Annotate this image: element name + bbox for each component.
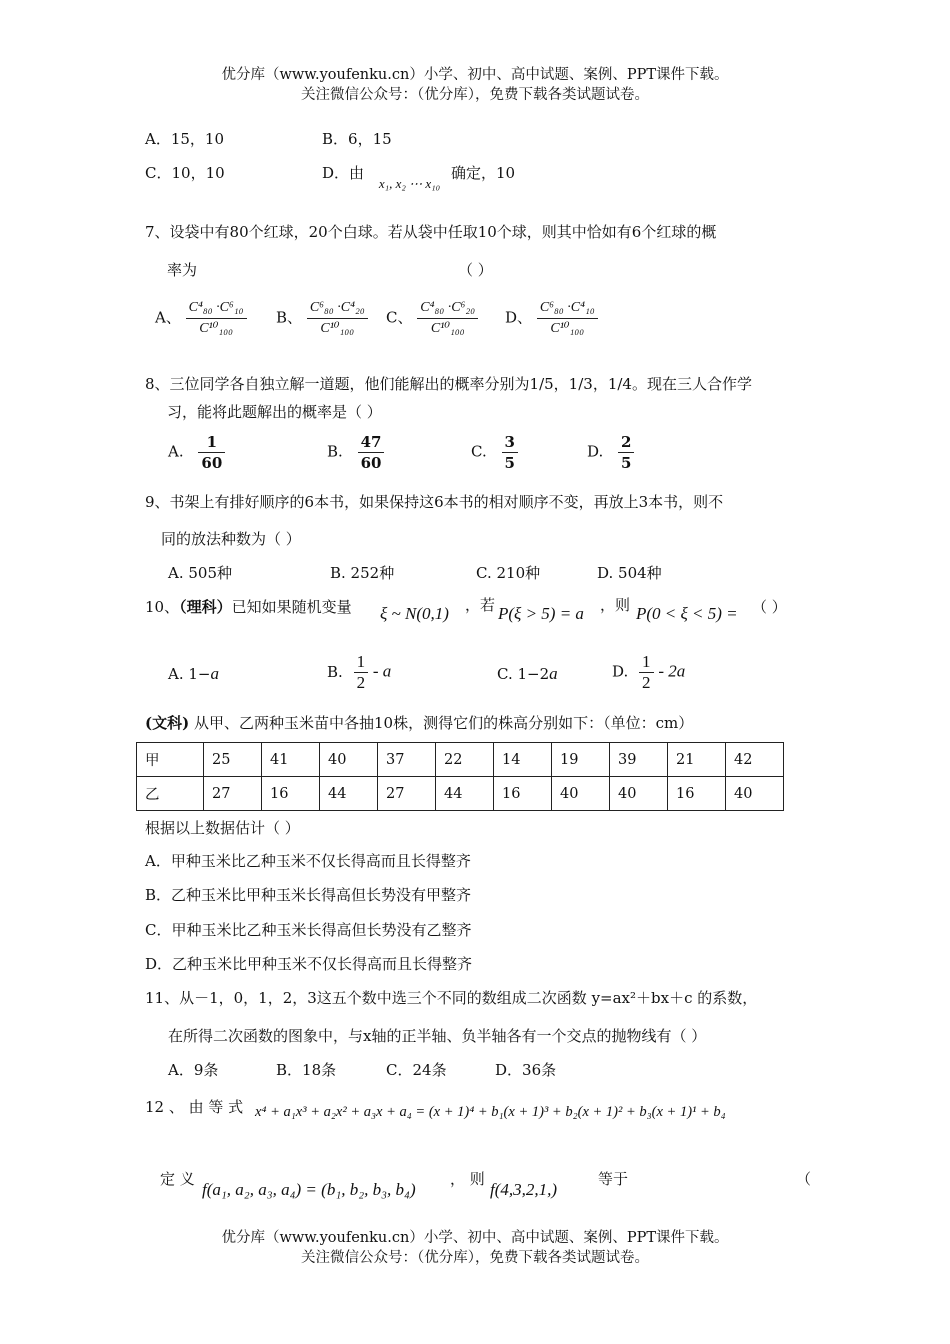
q11-option-b: B．18条: [276, 1061, 337, 1079]
q6-option-b: B．6，15: [322, 130, 392, 148]
footer-line-2: 关注微信公众号：（优分库），免费下载各类试题试卷。: [301, 1250, 649, 1266]
table-cell: 16: [262, 777, 320, 811]
q7-option-d: [505, 298, 598, 339]
table-row: [137, 743, 784, 777]
q10-option-d: [612, 652, 685, 693]
q11-line-1: 11、从－1，0，1，2，3这五个数中选三个不同的数组成二次函数 y=ax²＋bx＋c 的系数，: [145, 989, 758, 1007]
q8-option-d-label: D.: [587, 442, 604, 461]
table-cell: 14: [494, 743, 552, 777]
q10-text-3: ，则: [600, 596, 631, 614]
q11-option-a: A．9条: [168, 1061, 219, 1079]
q7-option-c-denominator: C¹⁰₁₀₀: [430, 321, 465, 336]
q8-option-d-denominator: 5: [621, 454, 632, 472]
q10-option-b-tail: - a: [372, 661, 392, 681]
wenke-question: 根据以上数据估计（ ）: [145, 819, 300, 837]
q10-option-b-label: B.: [327, 662, 343, 681]
q12-equation: x⁴ + a₁x³ + a₂x² + a₃x + a₄ = (x + 1)⁴ + b₁(x + 1)³ + b₂(x + 1)² + b₃(x + 1)¹ + b₄: [255, 1104, 726, 1120]
table-cell: 甲: [137, 743, 204, 777]
q7-option-d-numerator: C⁶₈₀ ·C⁴₁₀: [537, 298, 598, 319]
q7-option-a-numerator: C⁴₈₀ ·C⁶₁₀: [186, 298, 247, 319]
q10-option-c-text: C. 1−2: [497, 665, 550, 683]
q10-option-d-numerator: 1: [639, 652, 654, 673]
q9-line-2: 同的放法种数为（ ）: [161, 530, 301, 548]
q8-option-c-label: C.: [471, 442, 487, 461]
q9-option-c: C. 210种: [476, 564, 541, 582]
q11-line-2: 在所得二次函数的图象中，与x轴的正半轴、负半轴各有一个交点的抛物线有（ ）: [168, 1027, 707, 1045]
q7-line-2: 率为: [167, 261, 198, 279]
q10-option-d-denominator: 2: [642, 673, 651, 692]
q10-stem: [145, 596, 352, 617]
q7-option-d-denominator: C¹⁰₁₀₀: [550, 321, 585, 336]
table-row: [137, 777, 784, 811]
table-cell: 41: [262, 743, 320, 777]
q6-option-d: [322, 162, 516, 191]
q10-math-3: P(0 < ξ < 5) =: [636, 604, 738, 623]
q12-def-label: 定 义: [160, 1170, 195, 1188]
q10-option-d-fraction: [639, 652, 654, 693]
q11-option-d: D．36条: [495, 1061, 557, 1079]
table-cell: 22: [436, 743, 494, 777]
table-cell: 42: [726, 743, 784, 777]
q7-option-b: [276, 298, 368, 339]
q12-then: ， 则: [450, 1170, 485, 1188]
q9-option-d: D. 504种: [597, 564, 662, 582]
q7-answer-paren: （ ）: [458, 261, 493, 279]
q8-option-a-label: A.: [168, 442, 184, 461]
q10-text-1: 已知如果随机变量: [231, 598, 352, 616]
q10-option-d-label: D.: [612, 662, 629, 681]
q8-option-b-label: B.: [327, 442, 343, 461]
q10-option-c-var: a: [549, 664, 558, 683]
wenke-stem: [145, 712, 693, 733]
q7-option-c-numerator: C⁴₈₀ ·C⁶₂₀: [417, 298, 478, 319]
table-cell: 44: [436, 777, 494, 811]
q12-prefix: 12 、 由 等 式: [145, 1098, 244, 1116]
q8-option-a-fraction: [198, 432, 225, 473]
table-cell: 乙: [137, 777, 204, 811]
q10-math-2: P(ξ > 5) = a: [498, 604, 584, 623]
q6-option-d-math: x₁, x₂ ⋯ x₁₀: [378, 176, 441, 191]
wenke-option-c: C．甲种玉米比乙种玉米长得高但长势没有乙整齐: [145, 921, 472, 939]
table-cell: 21: [668, 743, 726, 777]
q9-option-a: A. 505种: [168, 564, 232, 582]
q8-option-c-fraction: [502, 432, 518, 473]
q7-option-b-fraction: [307, 298, 368, 339]
q11-option-c: C．24条: [386, 1061, 447, 1079]
q10-option-a: [168, 664, 219, 684]
wenke-option-b: B．乙种玉米比甲种玉米长得高但长势没有甲整齐: [145, 886, 472, 904]
table-cell: 16: [668, 777, 726, 811]
q7-option-c: [386, 298, 478, 339]
q10-option-a-text: A. 1−: [168, 665, 211, 683]
q10-option-b-fraction: [354, 652, 369, 693]
q10-tag-like: （理科）: [179, 598, 232, 616]
q10-option-b-numerator: 1: [354, 652, 369, 673]
q6-option-a: A．15，10: [145, 130, 225, 148]
q10-option-b: [327, 652, 391, 693]
q10-option-d-tail: - 2a: [658, 661, 686, 681]
header-line-1: 优分库（www.youfenku.cn）小学、初中、高中试题、案例、PPT课件下载。: [221, 67, 729, 83]
q6-option-d-suffix: 确定，10: [450, 164, 516, 182]
q8-option-a: [168, 432, 225, 473]
q12-answer-paren: （: [796, 1170, 812, 1188]
table-cell: 27: [204, 777, 262, 811]
table-cell: 44: [320, 777, 378, 811]
q10-math-1: ξ ~ N(0,1): [380, 604, 449, 623]
table-cell: 37: [378, 743, 436, 777]
q6-option-c: C．10，10: [145, 164, 225, 182]
table-cell: 19: [552, 743, 610, 777]
q8-option-b-fraction: [358, 432, 385, 473]
header-line-2: 关注微信公众号：（优分库），免费下载各类试题试卷。: [301, 87, 649, 103]
table-cell: 40: [320, 743, 378, 777]
table-cell: 39: [610, 743, 668, 777]
q8-option-b: [327, 432, 384, 473]
q8-option-a-denominator: 60: [201, 454, 223, 472]
q7-option-a-label: A、: [155, 308, 181, 327]
q8-option-b-denominator: 60: [360, 454, 382, 472]
q8-line-1: 8、三位同学各自独立解一道题，他们能解出的概率分别为1/5，1/3，1/4。现在三人合作学: [145, 375, 752, 393]
wenke-tag: (文科): [145, 714, 190, 732]
q7-option-d-label: D、: [505, 308, 533, 327]
q8-option-b-numerator: 47: [358, 432, 385, 453]
wenke-option-d: D．乙种玉米比甲种玉米不仅长得高而且长得整齐: [145, 955, 473, 973]
q10-answer-paren: （ ）: [752, 598, 787, 616]
q10-option-c: [497, 664, 558, 684]
table-cell: 40: [610, 777, 668, 811]
table-cell: 40: [552, 777, 610, 811]
q8-option-d-numerator: 2: [618, 432, 634, 453]
q7-option-d-fraction: [537, 298, 598, 339]
q9-line-1: 9、书架上有排好顺序的6本书，如果保持这6本书的相对顺序不变，再放上3本书，则不: [145, 493, 724, 511]
q8-option-d: [587, 432, 634, 473]
q8-option-c: [471, 432, 518, 473]
q9-option-b: B. 252种: [330, 564, 395, 582]
q6-option-d-prefix: D．由: [322, 164, 365, 182]
q7-line-1: 7、设袋中有80个红球，20个白球。若从袋中任取10个球，则其中恰如有6个红球的概: [145, 223, 717, 241]
q12-equals: 等于: [598, 1170, 629, 1188]
q8-option-d-fraction: [618, 432, 634, 473]
q7-option-c-label: C、: [386, 308, 413, 327]
q10-option-a-var: a: [210, 664, 219, 683]
q7-option-b-numerator: C⁶₈₀ ·C⁴₂₀: [307, 298, 368, 319]
q7-option-a-denominator: C¹⁰₁₀₀: [199, 321, 233, 336]
wenke-text: 从甲、乙两种玉米苗中各抽10株，测得它们的株高分别如下：（单位：cm）: [193, 714, 694, 732]
q8-option-c-numerator: 3: [502, 432, 518, 453]
q10-text-2: ，若: [465, 596, 496, 614]
q10-number: 10、: [145, 598, 180, 616]
q7-option-b-label: B、: [276, 308, 303, 327]
q7-option-b-denominator: C¹⁰₁₀₀: [320, 321, 355, 336]
footer-line-1: 优分库（www.youfenku.cn）小学、初中、高中试题、案例、PPT课件下载。: [221, 1230, 729, 1246]
q7-option-a: [155, 298, 247, 339]
table-cell: 16: [494, 777, 552, 811]
q7-option-a-fraction: [186, 298, 247, 339]
table-cell: 25: [204, 743, 262, 777]
table-cell: 40: [726, 777, 784, 811]
q8-line-2: 习，能将此题解出的概率是（ ）: [167, 403, 382, 421]
height-data-table: [136, 742, 784, 811]
q7-option-c-fraction: [417, 298, 478, 339]
q10-option-b-denominator: 2: [356, 673, 366, 692]
q12-fdef: f(a₁, a₂, a₃, a₄) = (b₁, b₂, b₃, b₄): [202, 1180, 416, 1199]
wenke-option-a: A．甲种玉米比乙种玉米不仅长得高而且长得整齐: [145, 852, 471, 870]
q12-fval: f(4,3,2,1,): [490, 1180, 558, 1199]
q8-option-a-numerator: 1: [198, 432, 225, 453]
q8-option-c-denominator: 5: [504, 454, 515, 472]
table-cell: 27: [378, 777, 436, 811]
